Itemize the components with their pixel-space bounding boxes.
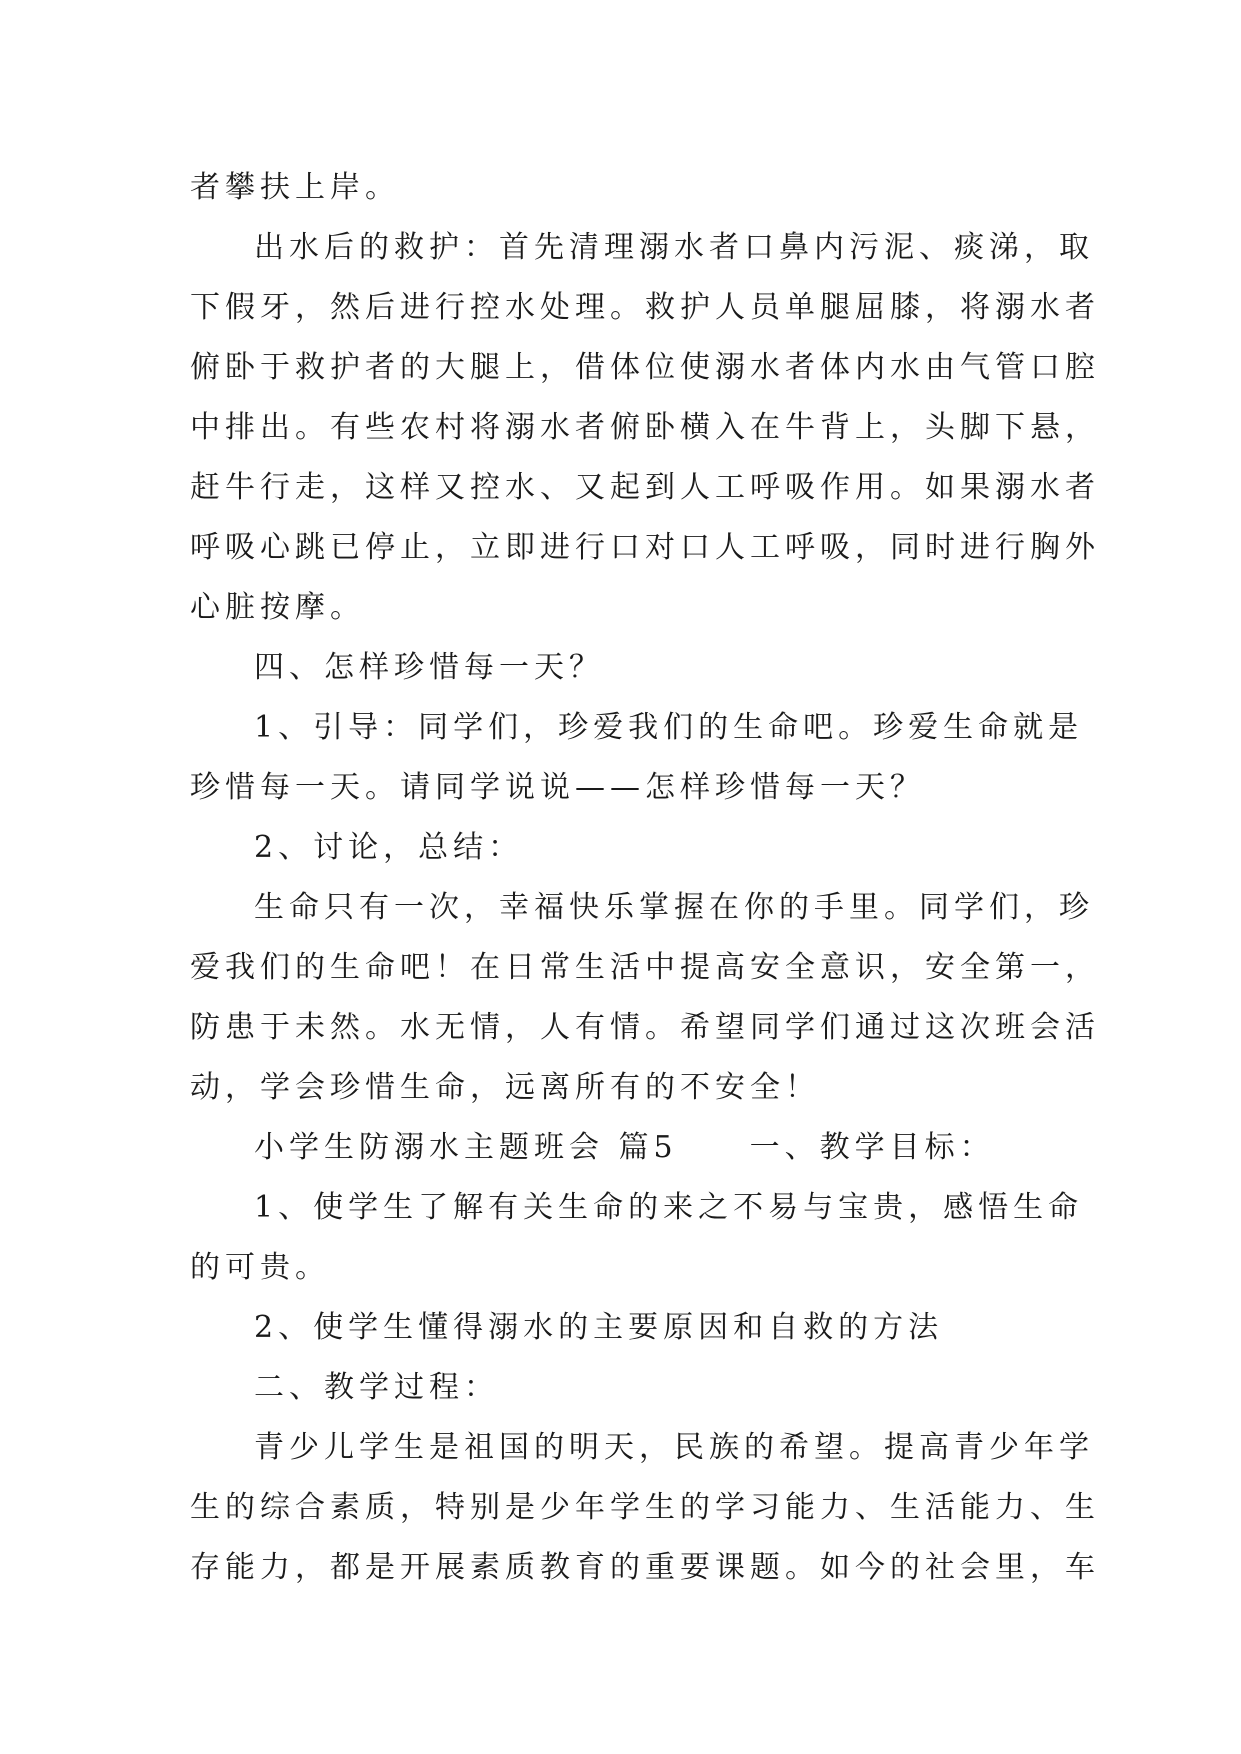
text-line: 青少儿学生是祖国的明天，民族的希望。提高青少年学 <box>254 1430 1094 1465</box>
section-heading: 四、怎样珍惜每一天？ <box>254 650 604 685</box>
text-line: 1、引导：同学们，珍爱我们的生命吧。珍爱生命就是 <box>254 710 1084 745</box>
text-line: 者攀扶上岸。 <box>190 170 400 205</box>
section-heading: 二、教学过程： <box>254 1370 499 1405</box>
text-line: 动，学会珍惜生命，远离所有的不安全！ <box>190 1070 820 1105</box>
text-line: 2、讨论，总结： <box>254 830 524 865</box>
text-line: 赶牛行走，这样又控水、又起到人工呼吸作用。如果溺水者 <box>190 470 1100 505</box>
text-line: 存能力，都是开展素质教育的重要课题。如今的社会里，车 <box>190 1550 1100 1585</box>
text-line: 呼吸心跳已停止，立即进行口对口人工呼吸，同时进行胸外 <box>190 530 1100 565</box>
text-line: 下假牙，然后进行控水处理。救护人员单腿屈膝，将溺水者 <box>190 290 1100 325</box>
section-heading: 一、教学目标： <box>749 1130 995 1165</box>
text-line: 生命只有一次，幸福快乐掌握在你的手里。同学们，珍 <box>254 890 1094 925</box>
text-line: 生的综合素质，特别是少年学生的学习能力、生活能力、生 <box>190 1490 1100 1525</box>
article-title-line <box>190 1118 1052 1178</box>
text-line: 中排出。有些农村将溺水者俯卧横入在牛背上，头脚下悬， <box>190 410 1100 445</box>
text-line: 爱我们的生命吧！在日常生活中提高安全意识，安全第一， <box>190 950 1100 985</box>
text-line: 防患于未然。水无情，人有情。希望同学们通过这次班会活 <box>190 1010 1100 1045</box>
text-line: 心脏按摩。 <box>190 590 365 625</box>
document-body <box>190 158 1100 1598</box>
text-line: 俯卧于救护者的大腿上，借体位使溺水者体内水由气管口腔 <box>190 350 1100 385</box>
text-line: 2、使学生懂得溺水的主要原因和自救的方法 <box>254 1310 944 1345</box>
article-title: 小学生防溺水主题班会 篇5 <box>254 1130 678 1165</box>
text-line: 1、使学生了解有关生命的来之不易与宝贵，感悟生命 <box>254 1190 1084 1225</box>
text-line: 的可贵。 <box>190 1250 330 1285</box>
text-line: 珍惜每一天。请同学说说——怎样珍惜每一天？ <box>190 770 925 805</box>
text-line: 出水后的救护：首先清理溺水者口鼻内污泥、痰涕，取 <box>254 230 1094 265</box>
